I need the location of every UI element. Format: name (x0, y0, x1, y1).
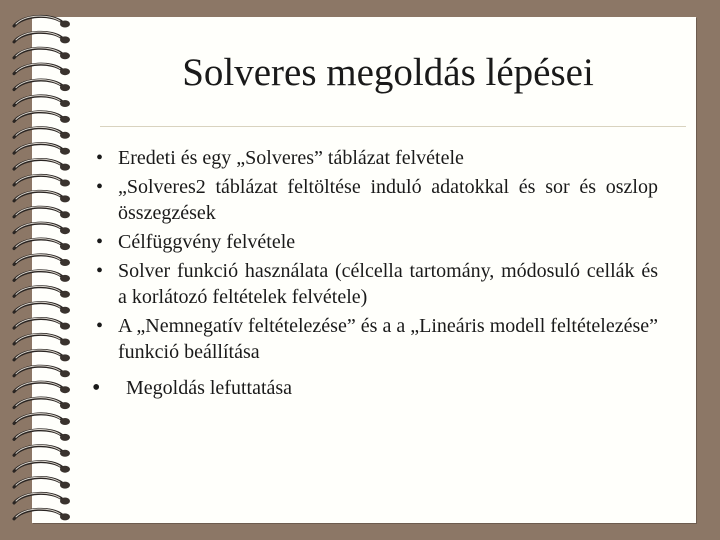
spiral-binding-icon (0, 0, 90, 540)
spiral-ring-icon (14, 32, 70, 43)
spiral-ring-icon (14, 239, 70, 250)
spiral-ring-icon (14, 143, 70, 154)
bullet-marker: • (96, 315, 104, 337)
bullet-marker: • (96, 231, 104, 253)
spiral-ring-icon (14, 16, 70, 27)
spiral-ring-icon (14, 350, 70, 361)
spiral-ring-icon (14, 461, 70, 472)
spiral-ring-icon (14, 509, 70, 520)
bullet-item: • Célfüggvény felvétele (96, 231, 296, 253)
bullet-marker: • (96, 260, 104, 282)
spiral-ring-icon (14, 191, 70, 202)
spiral-ring-icon (14, 96, 70, 107)
spiral-ring-icon (14, 223, 70, 234)
bullet-item: • Eredeti és egy „Solveres” táblázat felvétele (96, 147, 464, 169)
spiral-ring-icon (14, 127, 70, 138)
spiral-ring-icon (14, 270, 70, 281)
bullet-marker: • (92, 375, 101, 401)
spiral-ring-icon (14, 48, 70, 59)
slide-title: Solveres megoldás lépései (182, 51, 594, 94)
spiral-ring-icon (14, 493, 70, 504)
spiral-ring-icon (14, 382, 70, 393)
spiral-ring-icon (14, 398, 70, 409)
spiral-ring-icon (14, 429, 70, 440)
spiral-ring-icon (14, 111, 70, 122)
spiral-ring-icon (14, 80, 70, 91)
bullet-item: • A „Nemnegatív feltételezése” és a a „Lineáris modell feltételezése” funkció beállítása (96, 315, 658, 363)
bullet-marker: • (96, 176, 104, 198)
spiral-ring-icon (14, 159, 70, 170)
bullet-item: • Megoldás lefuttatása (92, 375, 293, 401)
spiral-ring-icon (14, 175, 70, 186)
bullet-item: • Solver funkció használata (célcella tartomány, módosuló cellák és a korlátozó feltételek felvétele) (96, 260, 658, 308)
bullet-marker: • (96, 147, 104, 169)
spiral-ring-icon (14, 334, 70, 345)
spiral-ring-icon (14, 477, 70, 488)
spiral-ring-icon (14, 445, 70, 456)
spiral-ring-icon (14, 366, 70, 377)
bullet-item: • „Solveres2 táblázat feltöltése induló adatokkal és sor és oszlop összegzések (96, 176, 658, 224)
title-divider (100, 126, 686, 127)
bullet-list (90, 145, 658, 404)
spiral-ring-icon (14, 414, 70, 425)
spiral-ring-icon (14, 64, 70, 75)
spiral-ring-icon (14, 286, 70, 297)
spiral-ring-icon (14, 318, 70, 329)
spiral-ring-icon (14, 255, 70, 266)
spiral-ring-icon (14, 207, 70, 218)
spiral-ring-icon (14, 302, 70, 313)
